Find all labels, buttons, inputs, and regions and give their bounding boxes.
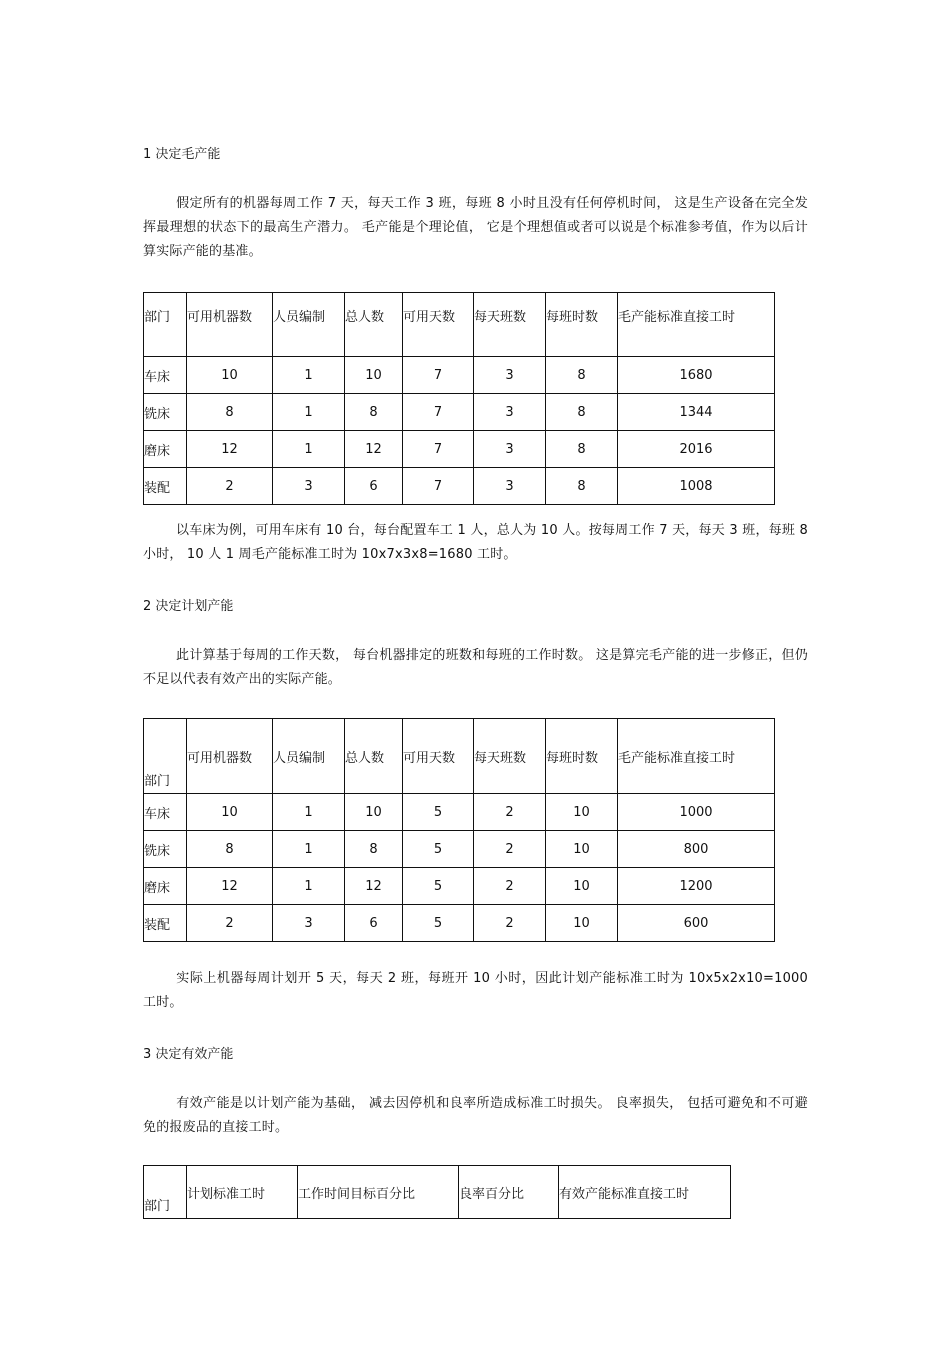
table-cell: 铣床: [144, 394, 187, 431]
header-cell: 可用天数: [403, 293, 474, 357]
section-3-heading: 3 决定有效产能: [143, 1047, 234, 1062]
table-cell: 5: [403, 868, 474, 905]
table-cell: 磨床: [144, 431, 187, 468]
table-cell: 12: [187, 431, 273, 468]
table-cell: 10: [187, 357, 273, 394]
header-cell: 有效产能标准直接工时: [559, 1166, 731, 1219]
table-cell: 3: [273, 905, 345, 942]
header-cell: 人员编制: [273, 719, 345, 794]
table-cell: 800: [618, 831, 775, 868]
table-cell: 10: [546, 794, 618, 831]
table-cell: 12: [345, 431, 403, 468]
table-cell: 8: [187, 394, 273, 431]
section-1-heading: 1 决定毛产能: [143, 147, 221, 162]
table-cell: 铣床: [144, 831, 187, 868]
header-cell: 工作时间目标百分比: [298, 1166, 459, 1219]
table-cell: 5: [403, 831, 474, 868]
header-cell: 可用天数: [403, 719, 474, 794]
table-cell: 装配: [144, 905, 187, 942]
header-cell: 部门: [144, 1166, 187, 1219]
table-row: [144, 394, 775, 431]
header-cell: 良率百分比: [459, 1166, 559, 1219]
table-cell: 1: [273, 868, 345, 905]
table-cell: 1: [273, 394, 345, 431]
table-cell: 7: [403, 431, 474, 468]
table-cell: 1: [273, 831, 345, 868]
table-cell: 6: [345, 468, 403, 505]
header-cell: 计划标准工时: [187, 1166, 298, 1219]
header-cell: 每班时数: [546, 719, 618, 794]
section-1-paragraph: 假定所有的机器每周工作 7 天，每天工作 3 班，每班 8 小时且没有任何停机时间， 这是生产设备在完全发挥最理想的状态下的最高生产潜力。 毛产能是个理论值， 它是个理想值或者可以说是个标准参考值，作为以后计算实际产能的基准。: [143, 196, 808, 259]
table-header-row: [144, 293, 775, 357]
table-cell: 12: [187, 868, 273, 905]
header-cell: 毛产能标准直接工时: [618, 719, 775, 794]
table-cell: 2: [474, 905, 546, 942]
table-cell: 8: [187, 831, 273, 868]
table-cell: 2: [474, 794, 546, 831]
table-cell: 10: [546, 831, 618, 868]
table-row: [144, 905, 775, 942]
header-cell: 每天班数: [474, 293, 546, 357]
table-cell: 6: [345, 905, 403, 942]
table-cell: 10: [546, 868, 618, 905]
table-cell: 磨床: [144, 868, 187, 905]
table-row: [144, 357, 775, 394]
table-cell: 8: [546, 357, 618, 394]
table-cell: 1: [273, 357, 345, 394]
table-cell: 8: [345, 831, 403, 868]
header-cell: 每班时数: [546, 293, 618, 357]
table-cell: 5: [403, 905, 474, 942]
table-cell: 2016: [618, 431, 775, 468]
table-cell: 车床: [144, 357, 187, 394]
table-cell: 8: [546, 431, 618, 468]
table-cell: 5: [403, 794, 474, 831]
table-cell: 10: [345, 794, 403, 831]
table-row: [144, 431, 775, 468]
table-cell: 1008: [618, 468, 775, 505]
section-2-example: 实际上机器每周计划开 5 天，每天 2 班，每班开 10 小时，因此计划产能标准工时为 10x5x2x10=1000 工时。: [143, 971, 808, 1010]
table-cell: 10: [345, 357, 403, 394]
effective-capacity-table: [143, 1165, 731, 1219]
table-cell: 3: [474, 394, 546, 431]
table-cell: 3: [273, 468, 345, 505]
table-header-row: [144, 1166, 731, 1219]
planned-capacity-table: [143, 718, 775, 942]
header-cell: 毛产能标准直接工时: [618, 293, 775, 357]
table-cell: 12: [345, 868, 403, 905]
table-cell: 1200: [618, 868, 775, 905]
header-cell: 总人数: [345, 719, 403, 794]
table-cell: 3: [474, 357, 546, 394]
table-cell: 7: [403, 357, 474, 394]
table-cell: 2: [474, 868, 546, 905]
table-cell: 装配: [144, 468, 187, 505]
header-cell: 总人数: [345, 293, 403, 357]
header-cell: 可用机器数: [187, 719, 273, 794]
table-cell: 3: [474, 431, 546, 468]
section-2-paragraph: 此计算基于每周的工作天数， 每台机器排定的班数和每班的工作时数。 这是算完毛产能的进一步修正，但仍不足以代表有效产出的实际产能。: [143, 648, 808, 687]
table-cell: 1344: [618, 394, 775, 431]
header-cell: 每天班数: [474, 719, 546, 794]
table-row: [144, 468, 775, 505]
section-3-paragraph: 有效产能是以计划产能为基础， 减去因停机和良率所造成标准工时损失。 良率损失， 包括可避免和不可避免的报废品的直接工时。: [143, 1096, 808, 1135]
header-cell: 部门: [144, 719, 187, 794]
section-2-heading: 2 决定计划产能: [143, 599, 234, 614]
table-cell: 车床: [144, 794, 187, 831]
table-row: [144, 794, 775, 831]
table-cell: 8: [345, 394, 403, 431]
table-cell: 1000: [618, 794, 775, 831]
header-cell: 可用机器数: [187, 293, 273, 357]
table-cell: 10: [546, 905, 618, 942]
table-cell: 1: [273, 794, 345, 831]
table-cell: 2: [187, 468, 273, 505]
table-cell: 2: [187, 905, 273, 942]
table-cell: 1: [273, 431, 345, 468]
table-cell: 7: [403, 394, 474, 431]
table-cell: 8: [546, 394, 618, 431]
table-cell: 10: [187, 794, 273, 831]
header-cell: 人员编制: [273, 293, 345, 357]
gross-capacity-table: [143, 292, 775, 505]
table-row: [144, 868, 775, 905]
table-cell: 1680: [618, 357, 775, 394]
table-cell: 2: [474, 831, 546, 868]
table-cell: 8: [546, 468, 618, 505]
table-cell: 3: [474, 468, 546, 505]
table-cell: 600: [618, 905, 775, 942]
table-header-row: [144, 719, 775, 794]
table-cell: 7: [403, 468, 474, 505]
table-row: [144, 831, 775, 868]
section-1-example: 以车床为例，可用车床有 10 台，每台配置车工 1 人，总人为 10 人。按每周工作 7 天，每天 3 班，每班 8 小时， 10 人 1 周毛产能标准工时为 10x7x3x8=1680 工时。: [143, 523, 808, 562]
header-cell: 部门: [144, 293, 187, 357]
